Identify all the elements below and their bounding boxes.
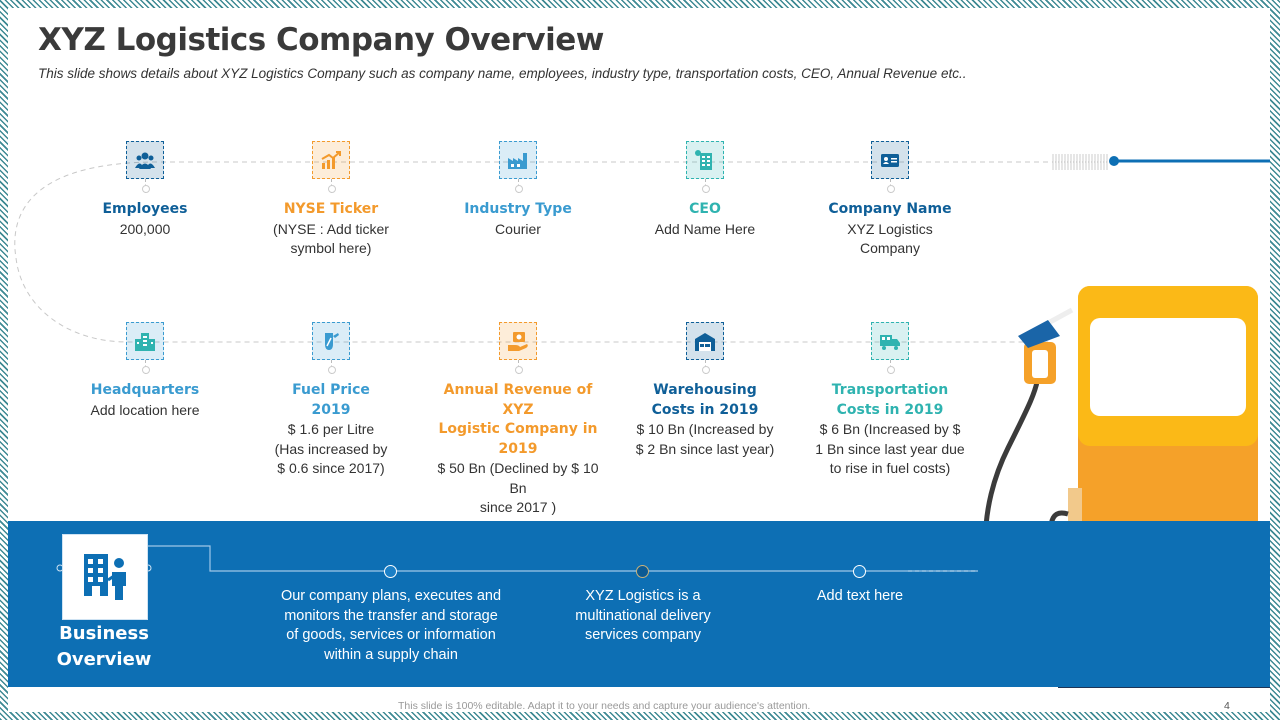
icon-box — [312, 322, 350, 360]
money-hand-icon — [507, 330, 529, 352]
item-value: $ 10 Bn (Increased by $ 2 Bn since last year) — [635, 421, 775, 457]
overview-item — [60, 200, 230, 239]
headquarters-icon — [134, 330, 156, 352]
factory-icon — [507, 149, 529, 171]
item-label: Headquarters — [90, 382, 200, 398]
icon-box — [126, 322, 164, 360]
item-value: Courier — [495, 220, 541, 237]
warehouse-icon — [694, 330, 716, 352]
icon-connector-ring — [887, 366, 895, 374]
item-value: $ 1.6 per Litre (Has increased by $ 0.6 since 2017) — [274, 421, 388, 476]
item-label: Fuel Price 2019 — [292, 382, 370, 418]
business-overview-band — [8, 521, 1270, 687]
icon-connector-ring — [142, 185, 150, 193]
item-label: Employees — [102, 201, 188, 217]
icon-connector-ring — [328, 185, 336, 193]
item-value: XYZ Logistics Company — [847, 220, 933, 256]
icon-connector-ring — [142, 366, 150, 374]
item-label: Industry Type — [464, 201, 572, 217]
chart-growth-icon — [320, 149, 342, 171]
item-label: Warehousing Costs in 2019 — [651, 382, 759, 418]
item-value: $ 6 Bn (Increased by $ 1 Bn since last year due to rise in fuel costs) — [815, 421, 965, 476]
business-text: Our company plans, executes and monitors the transfer and storage of goods, services or information within a supply chain — [280, 588, 502, 663]
business-text: XYZ Logistics is a multinational delivery services company — [575, 588, 711, 643]
item-value: Add location here — [90, 401, 200, 418]
icon-box — [312, 141, 350, 179]
business-person-icon — [78, 550, 132, 604]
icon-connector-ring — [328, 366, 336, 374]
icon-box — [871, 141, 909, 179]
business-overview-title: Business Overview — [56, 623, 152, 670]
item-label: Annual Revenue of XYZ Logistic Company in 2019 — [438, 382, 598, 457]
footer-note: This slide is 100% editable. Adapt it to your needs and capture your audience's attention. — [398, 700, 811, 712]
item-value: (NYSE : Add ticker symbol here) — [273, 220, 389, 256]
page-subtitle: This slide shows details about XYZ Logistics Company such as company name, employees, industry type, transportation costs, CEO, Annual Revenue etc.. — [38, 66, 967, 81]
business-text: Add text here — [816, 588, 904, 604]
overview-item — [433, 381, 603, 518]
id-card-icon — [879, 149, 901, 171]
timeline-end-marker — [1052, 154, 1270, 170]
icon-connector-ring — [702, 185, 710, 193]
page-title: XYZ Logistics Company Overview — [38, 22, 604, 58]
icon-box — [871, 322, 909, 360]
icon-box — [499, 141, 537, 179]
business-icon-box — [62, 534, 148, 620]
band-timeline-dot — [384, 565, 397, 578]
overview-item — [433, 200, 603, 239]
truck-icon — [879, 330, 901, 352]
band-timeline-dot — [853, 565, 866, 578]
icon-box — [499, 322, 537, 360]
icon-connector-ring — [702, 366, 710, 374]
slide — [8, 8, 1270, 712]
people-icon — [134, 149, 156, 171]
icon-box — [686, 322, 724, 360]
overview-item — [246, 200, 416, 259]
item-label: Company Name — [828, 201, 952, 217]
icon-box — [126, 141, 164, 179]
band-timeline-dot — [636, 565, 649, 578]
icon-connector-ring — [515, 185, 523, 193]
overview-item — [805, 200, 975, 259]
overview-item — [620, 200, 790, 239]
item-value: 200,000 — [119, 220, 171, 237]
item-label: NYSE Ticker — [283, 201, 379, 217]
overview-item — [246, 381, 416, 479]
icon-box — [686, 141, 724, 179]
item-label: CEO — [689, 201, 721, 217]
item-label: Transportation Costs in 2019 — [831, 382, 949, 418]
fuel-icon — [320, 330, 342, 352]
overview-item — [620, 381, 790, 459]
icon-connector-ring — [887, 185, 895, 193]
overview-item — [60, 381, 230, 420]
building-icon — [694, 149, 716, 171]
icon-connector-ring — [515, 366, 523, 374]
page-number: 4 — [1224, 700, 1230, 712]
item-value: $ 50 Bn (Declined by $ 10 Bn since 2017 ) — [437, 460, 599, 515]
item-value: Add Name Here — [654, 220, 756, 237]
overview-item — [805, 381, 975, 479]
